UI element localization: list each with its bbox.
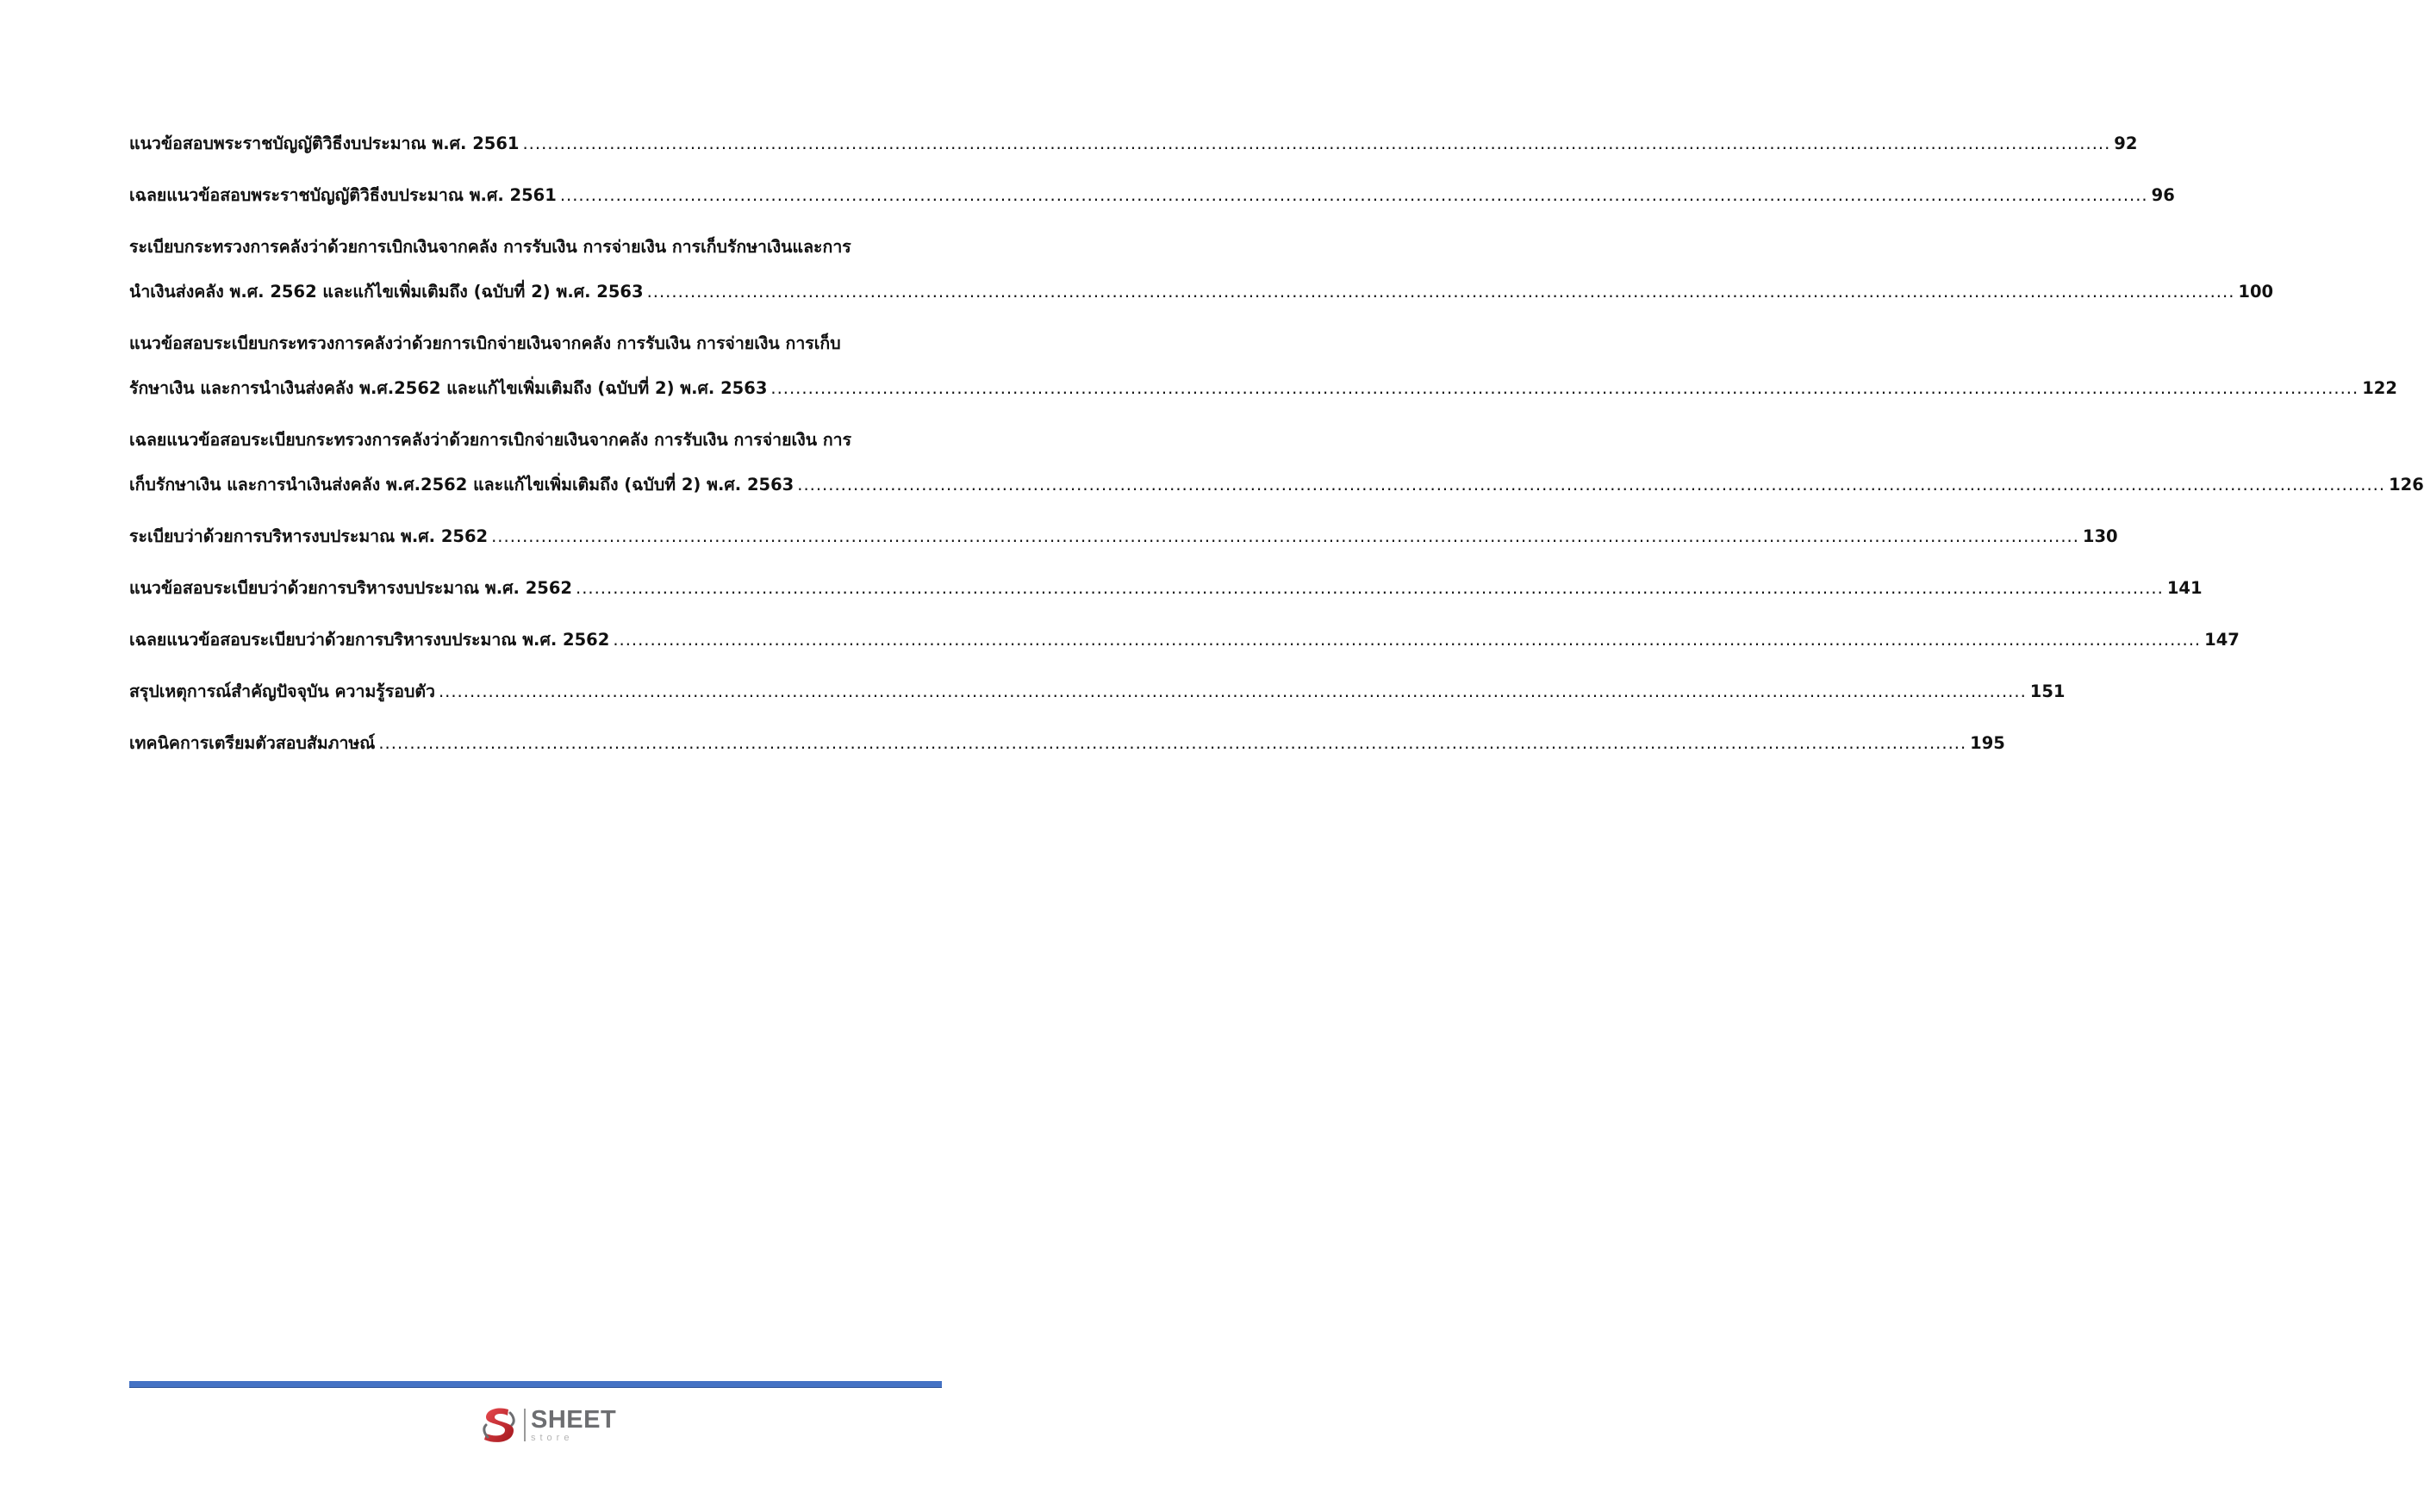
- toc-entry-title-continued: เก็บรักษาเงิน และการนำเงินส่งคลัง พ.ศ.2562 และแก้ไขเพิ่มเติมถึง (ฉบับที่ 2) พ.ศ. 2563: [129, 475, 794, 495]
- toc-page-number: 126: [2389, 475, 2424, 495]
- logo-separator: [524, 1409, 526, 1441]
- dot-leader: [378, 729, 1966, 758]
- dot-leader: [439, 677, 2027, 706]
- toc-entry[interactable]: [129, 574, 2203, 603]
- toc-entry[interactable]: [129, 329, 2397, 403]
- dot-leader: [576, 574, 2164, 603]
- dot-leader: [797, 470, 2385, 500]
- toc-entry-title: แนวข้อสอบระเบียบกระทรวงการคลังว่าด้วยการเบิกจ่ายเงินจากคลัง การรับเงิน การจ่ายเงิน การเก็บ: [129, 333, 841, 353]
- toc-page-number: 141: [2166, 578, 2203, 598]
- sheet-store-logo: [479, 1402, 617, 1448]
- table-of-contents: [129, 129, 2424, 781]
- toc-page-number: 96: [2151, 185, 2175, 205]
- dot-leader: [491, 522, 2079, 551]
- toc-entry[interactable]: [129, 233, 2274, 307]
- toc-entry-title-continued: รักษาเงิน และการนำเงินส่งคลัง พ.ศ.2562 และแก้ไขเพิ่มเติมถึง (ฉบับที่ 2) พ.ศ. 2563: [129, 378, 768, 398]
- toc-page-number: 195: [1970, 733, 2005, 753]
- toc-entry-title: เฉลยแนวข้อสอบระเบียบว่าด้วยการบริหารงบประมาณ พ.ศ. 2562: [129, 630, 610, 650]
- toc-entry[interactable]: [129, 522, 2118, 551]
- dot-leader: [560, 181, 2148, 210]
- toc-entry[interactable]: [129, 625, 2240, 655]
- dot-leader: [647, 277, 2235, 307]
- toc-entry-title-continued: นำเงินส่งคลัง พ.ศ. 2562 และแก้ไขเพิ่มเติมถึง (ฉบับที่ 2) พ.ศ. 2563: [129, 282, 644, 302]
- toc-entry[interactable]: [129, 181, 2175, 210]
- toc-page-number: 92: [2114, 134, 2138, 153]
- toc-entry-title: เฉลยแนวข้อสอบพระราชบัญญัติวิธีงบประมาณ พ.ศ. 2561: [129, 185, 557, 205]
- toc-page-number: 151: [2029, 681, 2066, 701]
- dot-leader: [613, 625, 2201, 655]
- toc-entry[interactable]: [129, 677, 2066, 706]
- toc-entry[interactable]: [129, 129, 2138, 159]
- toc-entry-title: ระเบียบกระทรวงการคลังว่าด้วยการเบิกเงินจากคลัง การรับเงิน การจ่ายเงิน การเก็บรักษาเงินและการ: [129, 237, 851, 257]
- dot-leader: [770, 374, 2359, 403]
- toc-page-number: 147: [2204, 630, 2240, 650]
- toc-entry-title: สรุปเหตุการณ์สำคัญปัจจุบัน ความรู้รอบตัว: [129, 681, 435, 701]
- logo-subtext: store: [531, 1432, 574, 1443]
- logo-wordmark: SHEET: [531, 1405, 617, 1434]
- toc-page-number: 130: [2082, 526, 2118, 546]
- toc-entry-title: แนวข้อสอบระเบียบว่าด้วยการบริหารงบประมาณ พ.ศ. 2562: [129, 578, 572, 598]
- toc-entry-title: แนวข้อสอบพระราชบัญญัติวิธีงบประมาณ พ.ศ. 2561: [129, 134, 520, 153]
- toc-entry-title: เทคนิคการเตรียมตัวสอบสัมภาษณ์: [129, 733, 376, 753]
- sheet-store-logo-icon: [479, 1404, 519, 1446]
- dot-leader: [522, 129, 2110, 159]
- footer-divider: [129, 1381, 942, 1388]
- toc-entry-title: ระเบียบว่าด้วยการบริหารงบประมาณ พ.ศ. 2562: [129, 526, 489, 546]
- toc-entry[interactable]: [129, 426, 2424, 500]
- toc-entry-title: เฉลยแนวข้อสอบระเบียบกระทรวงการคลังว่าด้วยการเบิกจ่ายเงินจากคลัง การรับเงิน การจ่ายเงิน การ: [129, 430, 852, 450]
- toc-page-number: 100: [2238, 282, 2274, 302]
- toc-page-number: 122: [2362, 378, 2397, 398]
- toc-entry[interactable]: [129, 729, 2005, 758]
